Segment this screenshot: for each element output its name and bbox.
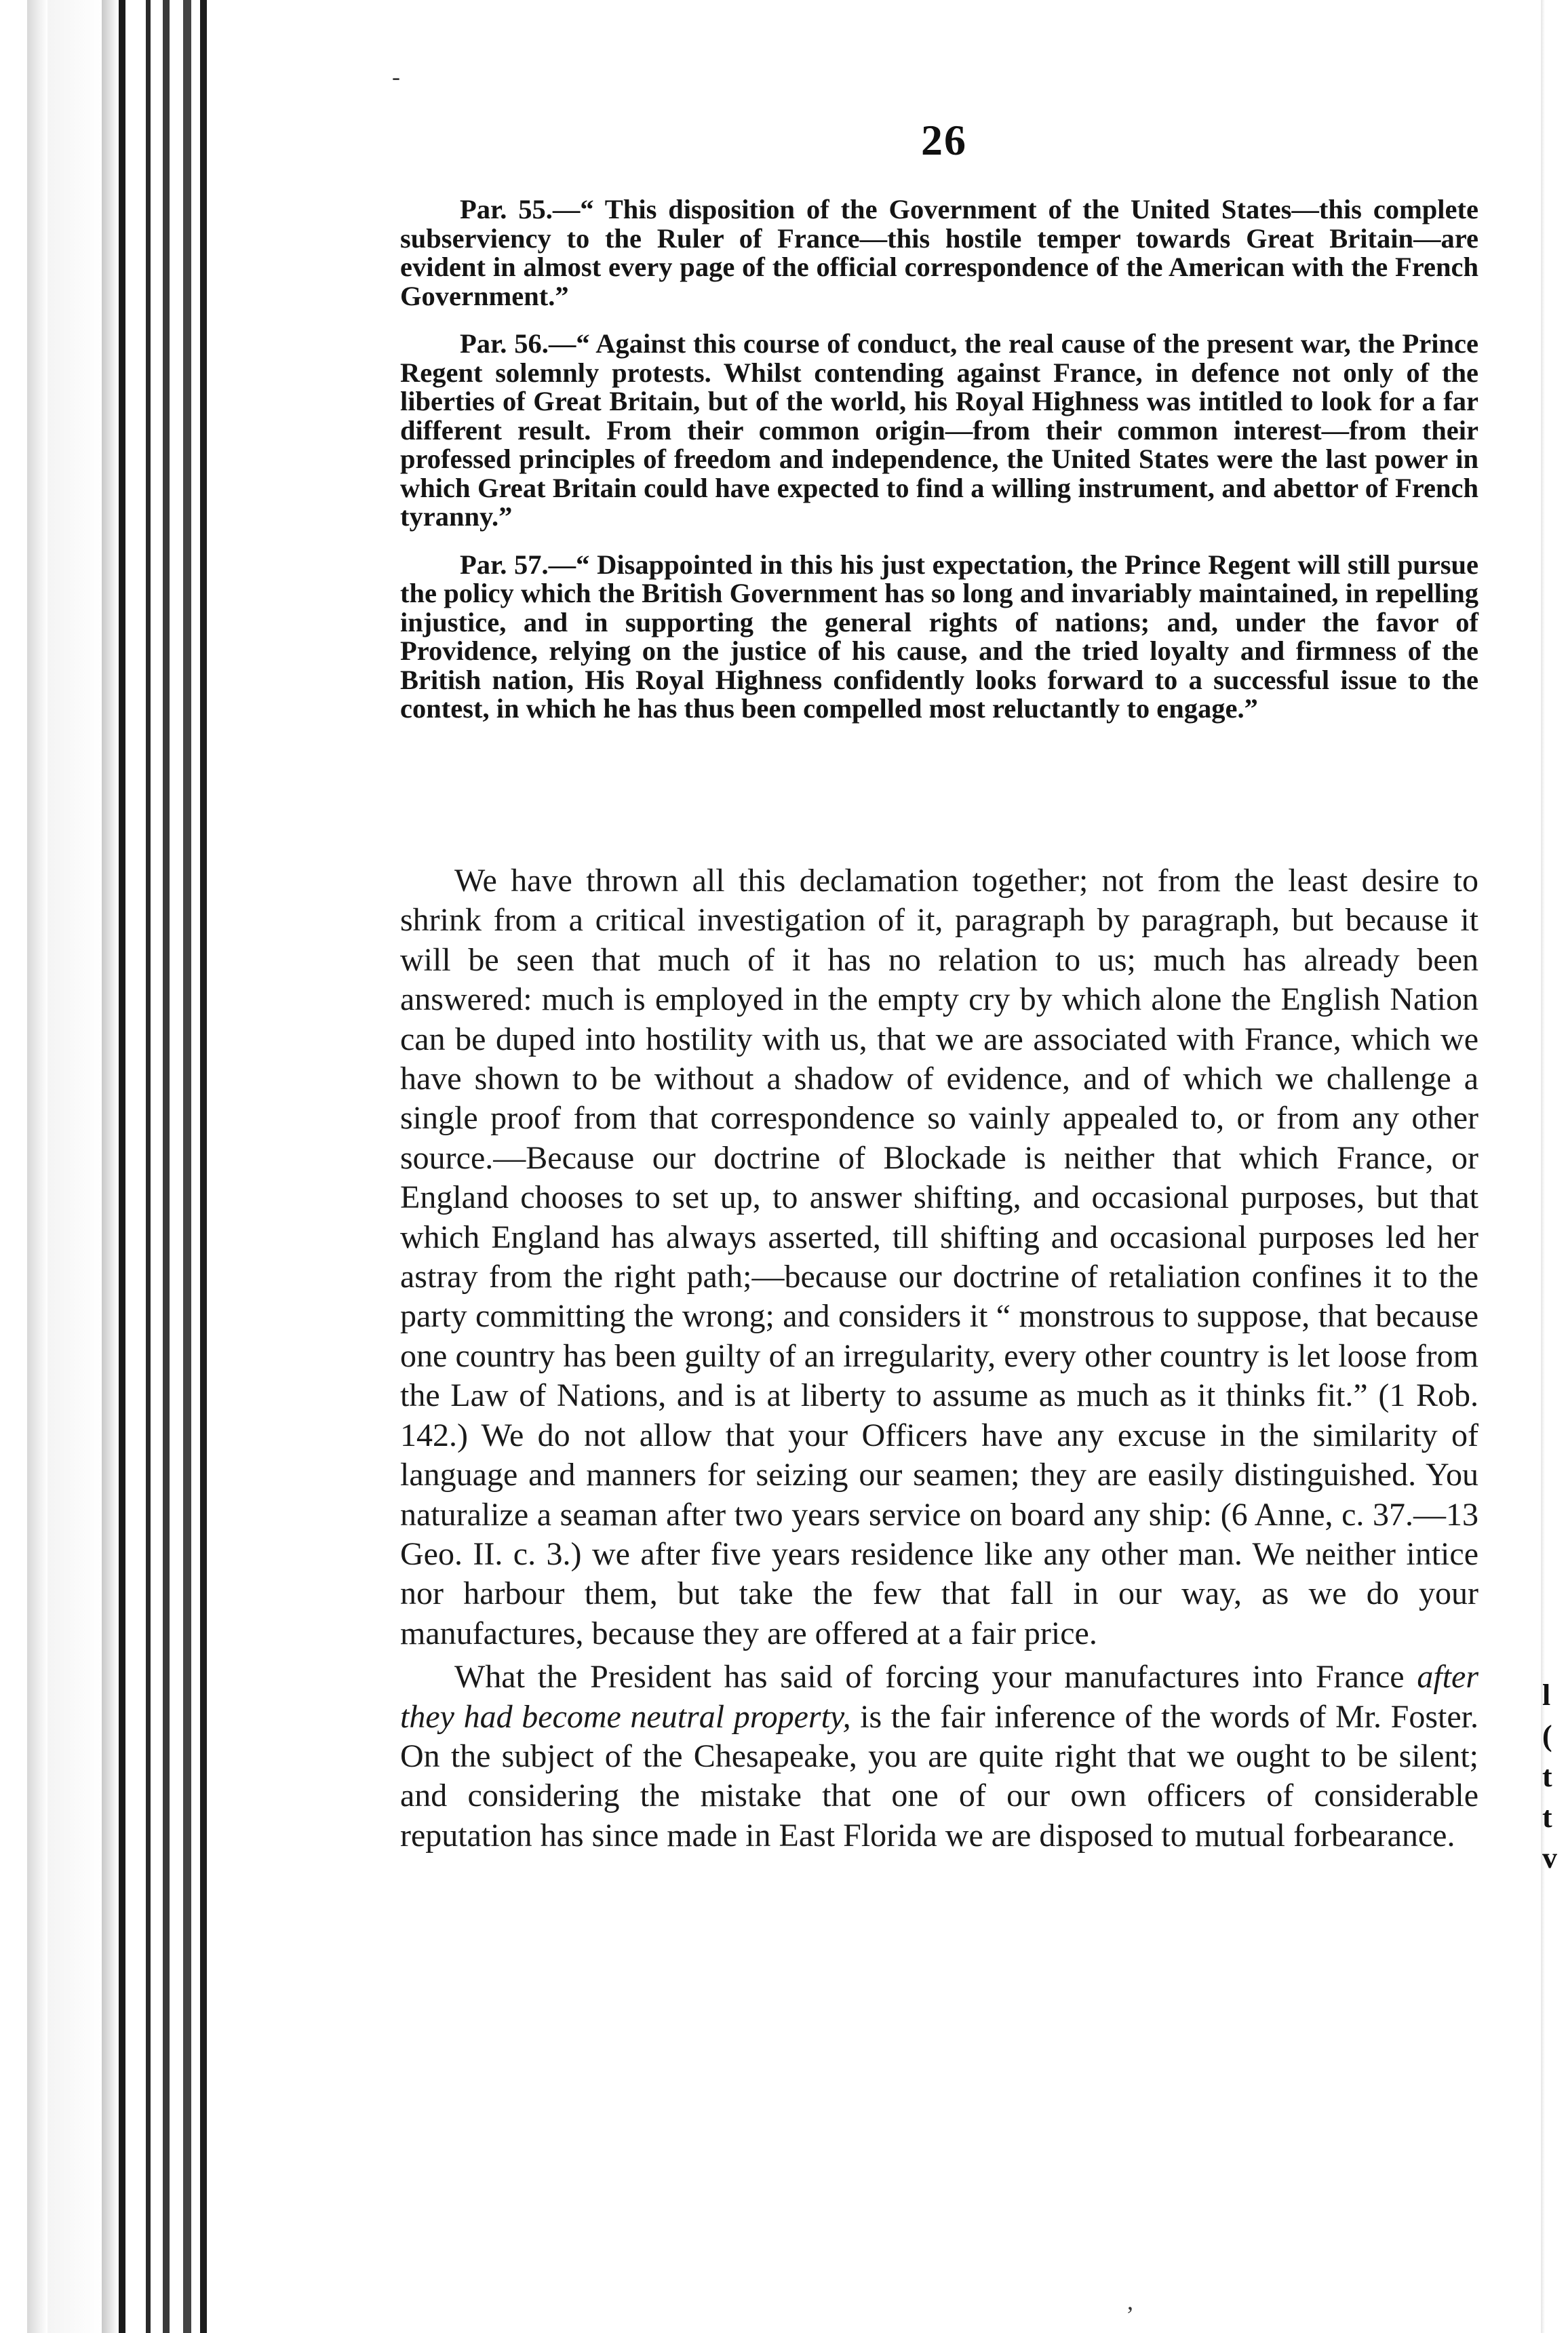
- speck-mark: -: [392, 63, 400, 90]
- page-number: 26: [921, 116, 967, 164]
- quote-par-57: Par. 57.—“ Disappointed in this his just expectation, the Prince Regent will still pursue the policy which the British Government has so long and invariably maintained, in repelling injustice, and in supporting the general rights of nations; and, under the favor of Providence, relying on the justice of his cause, and the tried loyalty and firmness of the British nation, His Royal Highness confidently looks forward to a successful issue to the contest, in which he has thus been compelled most reluctantly to engage.”: [400, 549, 1478, 724]
- quote-par-55: Par. 55.—“ This disposition of the Government of the United States—this complete subserviency to the Ruler of France—this hostile temper towards Great Britain—are evident in almost every page of the official correspondence of the American with the French Government.”: [400, 194, 1478, 311]
- body-paragraph-2-end: is the fair inference of the words of Mr. Foster. On the subject of the Chesapeake, you are quite right that we ought to be silent; and considering the mistake that one of our own officers of considerable reputation has since made in East Florida we are disposed to mutual forbearance.: [400, 1698, 1479, 1854]
- body-paragraph-1: We have thrown all this declamation together; not from the least desire to shrink from a critical investigation of it, paragraph by paragraph, but because it will be seen that much of it has no relation to us; much has already been answered: much is employed in the empty cry by which alone the English Nation can be duped into hostility with us, that we are associated with France, which we have shown to be without a shadow of evidence, and of which we challenge a single proof from that correspondence so vainly appealed to, or from any other source.—Because our doctrine of Blockade is neither that which France, or England chooses to set up, to answer shifting, and occasional purposes, but that which England has always asserted, till shifting and occasional purposes led her astray from the right path;—because our doctrine of retaliation confines it to the party committing the wrong; and considers it “ monstrous to suppose, that because one country has been guilty of an irregularity, every other country is let loose from the Law of Nations, and is at liberty to assume as much as it thinks fit.” (1 Rob. 142.) We do not allow that your Officers have any excuse in the similarity of language and manners for seizing our seamen; they are easily distinguished. You naturalize a seaman after two years service on board any ship: (6 Anne, c. 37.—13 Geo. II. c. 3.) we after five years residence like any other man. We neither intice nor harbour them, but take the few that fall in our way, as we do your manufactures, because they are offered at a fair price.: [400, 863, 1478, 1651]
- next-page-edge: [1521, 0, 1568, 2333]
- quote-par-56: Par. 56.—“ Against this course of conduct, the real cause of the present war, the Prince Regent solemnly protests. Whilst contending against France, in defence not only of the liberties of Great Britain, but of the world, his Royal Highness was intitled to look for a far different result. From their common origin—from their common interest—from their professed principles of freedom and independence, the United States were the last power in which Great Britain could have expected to find a willing instrument, and abettor of French tyranny.”: [400, 328, 1478, 532]
- speck-mark: ,: [1127, 2288, 1133, 2315]
- next-page-marks: l ( t t v: [1542, 1679, 1557, 1875]
- body-paragraph-2-italic: after they had become neutral property,: [400, 1659, 1478, 1735]
- body-text: [400, 861, 1478, 1856]
- page-binding-edge: [0, 0, 224, 2333]
- quoted-paragraphs: [400, 195, 1478, 743]
- body-paragraph-2-start: What the President has said of forcing your manufactures into France: [454, 1659, 1417, 1695]
- body-paragraph-2: [400, 1658, 1478, 1856]
